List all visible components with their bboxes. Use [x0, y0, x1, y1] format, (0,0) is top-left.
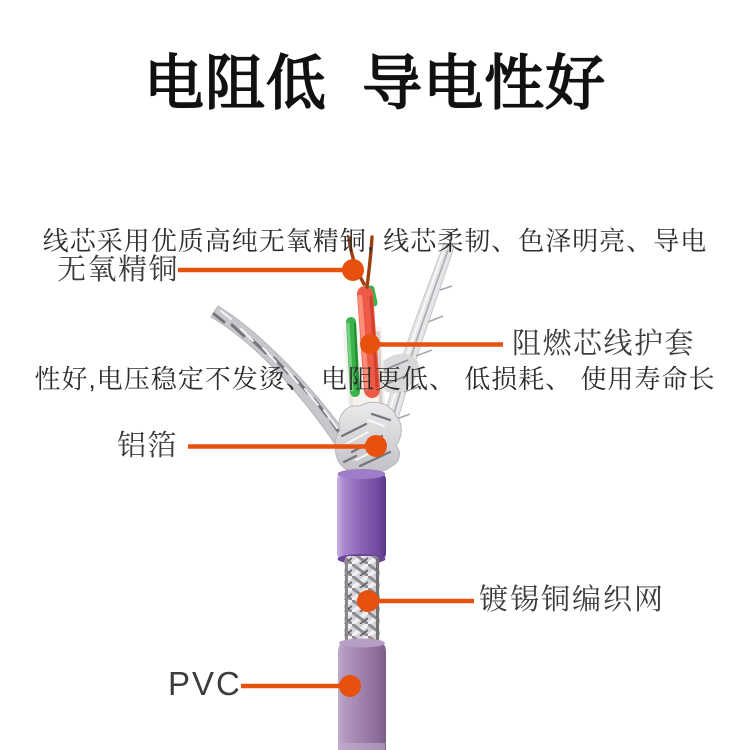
callout-dot-braid: [357, 590, 379, 612]
callout-label-copper: 无氧精铜: [57, 254, 180, 286]
foil-strand-left: [211, 306, 355, 456]
callout-dot-core-sheath: [360, 334, 380, 354]
callout-dot-copper: [342, 259, 364, 281]
description-line-1: 线芯采用优质高纯无氧精铜, 线芯柔韧、色泽明亮、导电: [42, 226, 708, 256]
callout-label-core-sheath: 阻燃芯线护套: [512, 328, 696, 360]
page-title: 电阻低 导电性好: [143, 50, 607, 117]
callout-dot-pvc: [339, 675, 361, 697]
foil-wrap: [335, 402, 401, 473]
callout-label-braid: 镀锡铜编织网: [479, 584, 666, 616]
callout-label-foil: 铝箔: [117, 430, 179, 462]
description-line-2: 性好,电压稳定不发烫、 电阻更低、 低损耗、 使用寿命长: [34, 364, 716, 394]
outer-jacket-ring: [337, 469, 386, 564]
callout-dot-foil: [365, 435, 387, 457]
callout-label-pvc: PVC: [168, 665, 242, 702]
